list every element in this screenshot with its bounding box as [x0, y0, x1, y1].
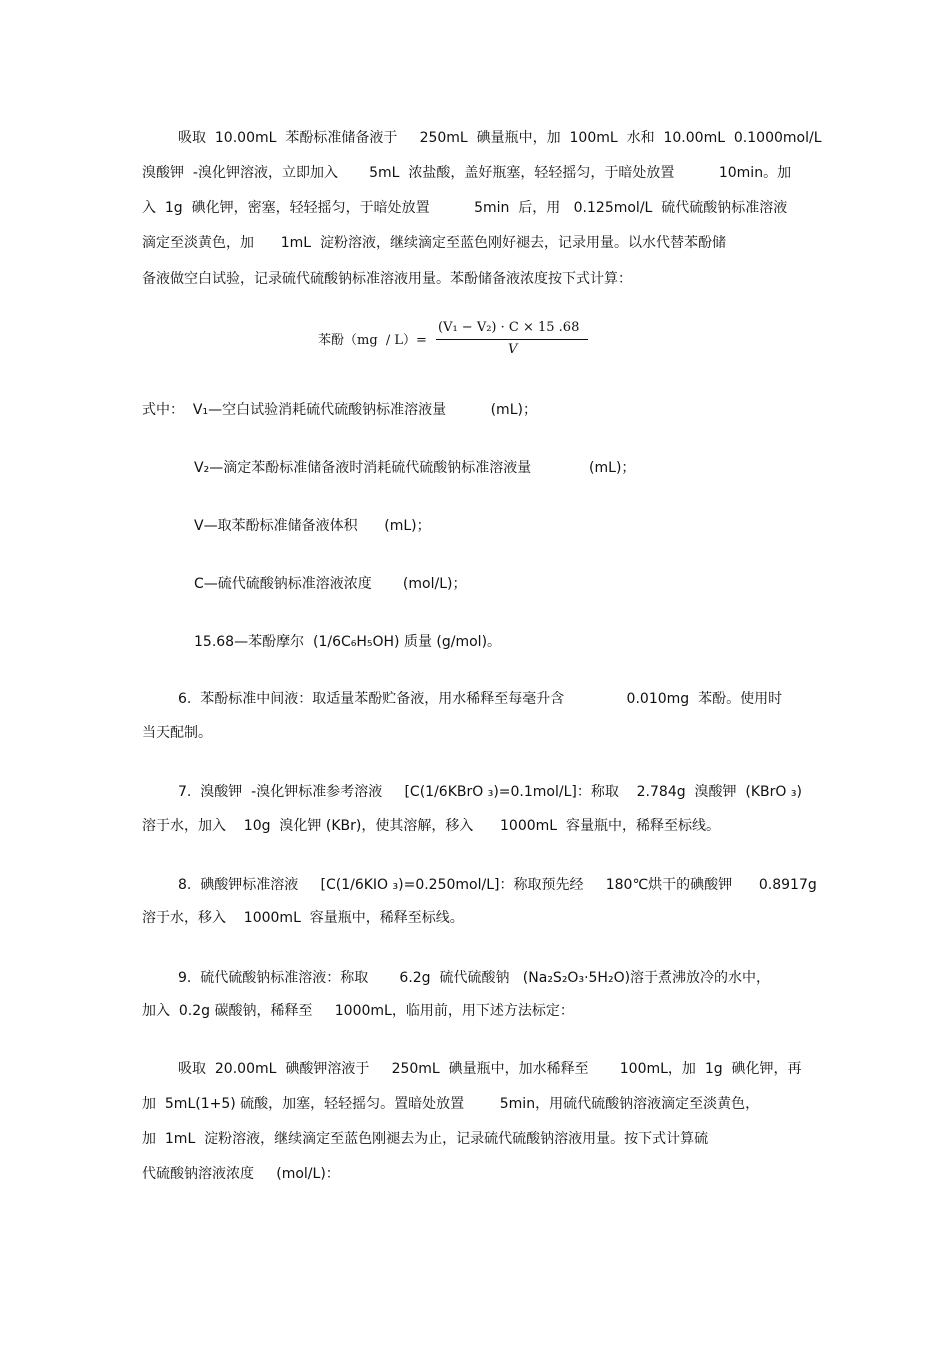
definition-c: C—硫代硫酸钠标准溶液浓度 (mol/L)；: [194, 576, 467, 592]
formula-denominator: V: [508, 342, 518, 357]
item-9-line-2: 加入 0.2g 碳酸钠，稀释至 1000mL，临用前，用下述方法标定：: [142, 1003, 574, 1019]
formula-lhs: 苯酚（mg / L）=: [318, 333, 427, 348]
phenol-concentration-formula: [318, 318, 608, 364]
definition-v2: V₂—滴定苯酚标准储备液时消耗硫代硫酸钠标准溶液量 (mL)；: [194, 460, 636, 476]
paragraph-2-line-3: 加 1mL 淀粉溶液，继续滴定至蓝色刚褪去为止，记录硫代硫酸钠溶液用量。按下式计算硫: [142, 1131, 709, 1147]
definition-v: V—取苯酚标准储备液体积 (mL)；: [194, 518, 431, 534]
paragraph-2-line-4: 代硫酸钠溶液浓度 (mol/L)：: [142, 1166, 340, 1182]
paragraph-1-line-2: 溴酸钾 -溴化钾溶液，立即加入 5mL 浓盐酸，盖好瓶塞，轻轻摇匀，于暗处放置 10min。加: [142, 165, 792, 181]
definition-molar-mass: 15.68—苯酚摩尔 (1/6C₆H₅OH) 质量 (g/mol)。: [194, 634, 502, 650]
paragraph-1-line-5: 备液做空白试验，记录硫代硫酸钠标准溶液用量。苯酚储备液浓度按下式计算：: [142, 271, 632, 287]
paragraph-1-line-3: 入 1g 碘化钾，密塞，轻轻摇匀，于暗处放置 5min 后，用 0.125mol/L 硫代硫酸钠标准溶液: [142, 200, 788, 216]
definition-v1: 式中： V₁—空白试验消耗硫代硫酸钠标准溶液量 (mL)；: [142, 402, 537, 418]
paragraph-1-line-4: 滴定至淡黄色，加 1mL 淀粉溶液，继续滴定至蓝色刚好褪去，记录用量。以水代替苯酚储: [142, 235, 726, 251]
formula-numerator: (V₁ − V₂) · C × 15 .68: [438, 320, 580, 335]
paragraph-2-line-1: 吸取 20.00mL 碘酸钾溶液于 250mL 碘量瓶中，加水稀释至 100mL，加 1g 碘化钾，再: [178, 1061, 802, 1077]
item-8-line-1: 8. 碘酸钾标准溶液 [C(1/6KIO ₃)=0.250mol/L]：称取预先经 180℃烘干的碘酸钾 0.8917g: [178, 877, 817, 893]
paragraph-2-line-2: 加 5mL(1+5) 硫酸，加塞，轻轻摇匀。置暗处放置 5min，用硫代硫酸钠溶液滴定至淡黄色，: [142, 1096, 760, 1112]
item-6-line-1: 6. 苯酚标准中间液：取适量苯酚贮备液，用水稀释至每毫升含 0.010mg 苯酚。使用时: [178, 691, 783, 707]
paragraph-1-line-1: 吸取 10.00mL 苯酚标准储备液于 250mL 碘量瓶中，加 100mL 水和 10.00mL 0.1000mol/L: [178, 130, 822, 146]
item-6-line-2: 当天配制。: [142, 725, 212, 741]
item-8-line-2: 溶于水，移入 1000mL 容量瓶中，稀释至标线。: [142, 910, 464, 926]
item-9-line-1: 9. 硫代硫酸钠标准溶液：称取 6.2g 硫代硫酸钠 (Na₂S₂O₃·5H₂O)溶于煮沸放冷的水中，: [178, 970, 771, 986]
item-7-line-2: 溶于水，加入 10g 溴化钾 (KBr)，使其溶解，移入 1000mL 容量瓶中，稀释至标线。: [142, 818, 720, 834]
item-7-line-1: 7. 溴酸钾 -溴化钾标准参考溶液 [C(1/6KBrO ₃)=0.1mol/L]：称取 2.784g 溴酸钾 (KBrO ₃): [178, 784, 802, 800]
formula-fraction-bar: [436, 339, 588, 340]
